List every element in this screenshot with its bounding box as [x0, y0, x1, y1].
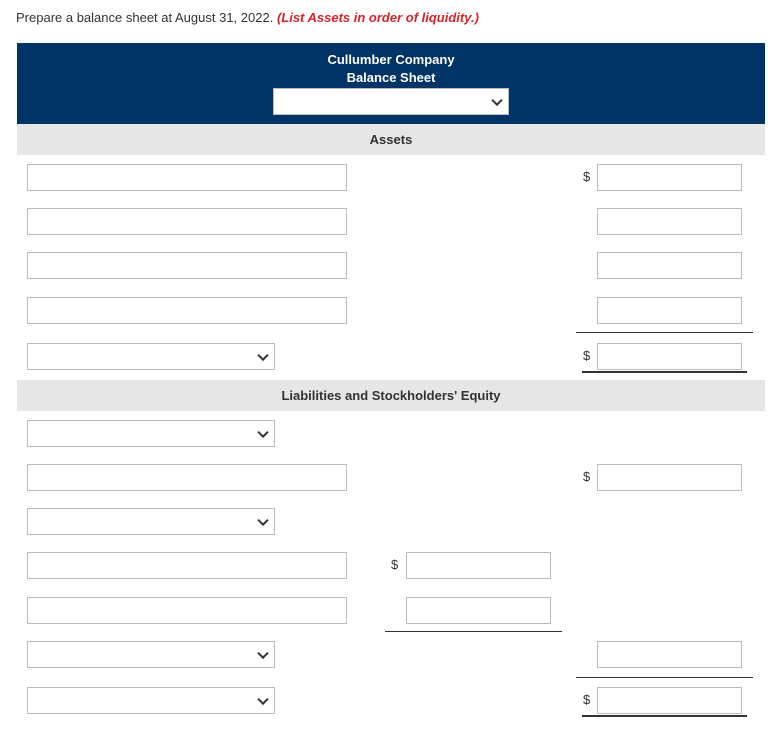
asset-amount-input-2[interactable]: [597, 208, 742, 235]
asset-amount-input-4[interactable]: [597, 297, 742, 324]
asset-label-input-2[interactable]: [27, 208, 347, 235]
liabilities-select-2[interactable]: [27, 508, 275, 535]
total-equity-amount-input[interactable]: [597, 641, 742, 668]
date-select[interactable]: [273, 88, 509, 115]
chevron-down-icon: [491, 94, 502, 105]
total-liabilities-equity-amount-input[interactable]: [597, 687, 742, 714]
instruction-text: [16, 10, 479, 25]
asset-label-input-1[interactable]: [27, 164, 347, 191]
subtotal-rule: [385, 631, 562, 632]
statement-header: [17, 43, 765, 124]
chevron-down-icon: [257, 349, 268, 360]
equity-amount-input-2[interactable]: [406, 597, 551, 624]
currency-symbol: $: [583, 469, 591, 484]
currency-symbol: $: [583, 348, 591, 363]
liability-label-input-1[interactable]: [27, 464, 347, 491]
equity-label-input-1[interactable]: [27, 552, 347, 579]
total-equity-select[interactable]: [27, 641, 275, 668]
total-assets-amount-input[interactable]: [597, 343, 742, 370]
assets-section-header: [17, 124, 765, 155]
instruction-hint: (List Assets in order of liquidity.): [276, 10, 479, 25]
asset-label-input-4[interactable]: [27, 297, 347, 324]
instruction-main: Prepare a balance sheet at August 31, 2022.: [16, 10, 274, 25]
double-underline: [582, 715, 747, 717]
currency-symbol: $: [583, 169, 591, 184]
asset-label-input-3[interactable]: [27, 252, 347, 279]
liability-amount-input-1[interactable]: [597, 464, 742, 491]
subtotal-rule: [576, 677, 753, 678]
subtotal-rule: [576, 332, 753, 333]
double-underline: [582, 371, 747, 373]
asset-amount-input-3[interactable]: [597, 252, 742, 279]
chevron-down-icon: [257, 647, 268, 658]
equity-label-input-2[interactable]: [27, 597, 347, 624]
asset-amount-input-1[interactable]: [597, 164, 742, 191]
chevron-down-icon: [257, 514, 268, 525]
liabilities-select-1[interactable]: [27, 420, 275, 447]
assets-heading: Assets: [369, 132, 413, 147]
total-liabilities-equity-select[interactable]: [27, 687, 275, 714]
total-assets-select[interactable]: [27, 343, 275, 370]
liabilities-heading: Liabilities and Stockholders' Equity: [281, 388, 501, 403]
liabilities-section-header: [17, 380, 765, 411]
currency-symbol: $: [583, 692, 591, 707]
currency-symbol: $: [391, 557, 399, 572]
chevron-down-icon: [257, 426, 268, 437]
statement-title: Balance Sheet: [346, 70, 436, 85]
chevron-down-icon: [257, 693, 268, 704]
company-name: Cullumber Company: [327, 52, 455, 67]
equity-amount-input-1[interactable]: [406, 552, 551, 579]
